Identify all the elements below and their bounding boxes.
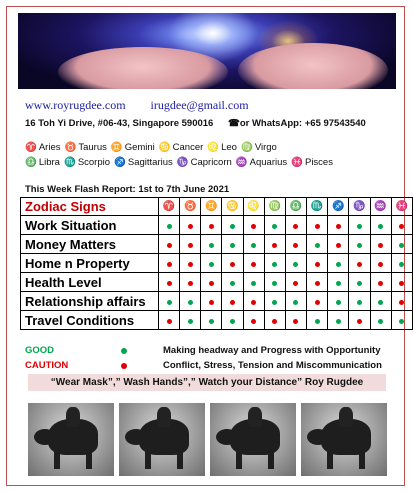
status-cell — [285, 273, 306, 292]
green-dot-icon — [357, 224, 362, 229]
red-dot-icon — [167, 319, 172, 324]
green-dot-icon — [378, 300, 383, 305]
aries-glyph-icon: ♈ — [25, 142, 37, 153]
status-cell — [201, 216, 222, 235]
green-dot-icon — [230, 281, 235, 286]
status-cell — [307, 254, 328, 273]
status-cell — [349, 235, 370, 254]
column-header-aquarius: ♒ — [370, 198, 391, 216]
red-dot-icon — [293, 224, 298, 229]
green-dot-icon — [293, 262, 298, 267]
status-cell — [222, 273, 243, 292]
green-dot-icon — [209, 319, 214, 324]
status-cell — [370, 311, 391, 330]
status-cell — [201, 292, 222, 311]
column-header-leo: ♌ — [243, 198, 264, 216]
good-label: GOOD — [25, 345, 55, 356]
sign-item-aquarius — [236, 155, 287, 170]
sign-name: Aquarius — [249, 157, 288, 168]
column-header-virgo: ♍ — [264, 198, 285, 216]
red-dot-icon — [399, 224, 404, 229]
status-cell — [285, 292, 306, 311]
red-dot-icon — [188, 224, 193, 229]
status-cell — [243, 292, 264, 311]
sign-item-sagittarius — [114, 155, 173, 170]
leo-glyph-icon: ♌ — [207, 142, 220, 153]
figurine-photos — [28, 403, 388, 476]
green-dot-icon — [336, 262, 341, 267]
red-dot-icon — [272, 319, 277, 324]
figurine-photo — [28, 403, 114, 476]
status-cell — [222, 216, 243, 235]
row-label: Relationship affairs — [21, 292, 159, 311]
status-cell — [180, 311, 201, 330]
green-dot-icon — [188, 319, 193, 324]
status-cell — [158, 273, 179, 292]
caution-label: CAUTION — [25, 360, 69, 371]
red-dot-icon — [336, 224, 341, 229]
column-header-libra: ♎ — [285, 198, 306, 216]
status-cell — [349, 273, 370, 292]
sign-item-scorpio — [64, 155, 110, 170]
status-cell — [264, 235, 285, 254]
good-description: Making headway and Progress with Opportunity — [163, 345, 381, 356]
green-dot-icon — [378, 224, 383, 229]
table-row — [21, 273, 413, 292]
green-dot-icon — [230, 319, 235, 324]
status-cell — [328, 273, 349, 292]
green-dot-icon — [357, 243, 362, 248]
status-cell — [370, 235, 391, 254]
status-cell — [201, 311, 222, 330]
phone-icon: ☎ — [227, 118, 240, 129]
sign-item-gemini — [111, 140, 155, 155]
red-dot-icon — [209, 281, 214, 286]
red-dot-icon — [315, 281, 320, 286]
row-label: Work Situation — [21, 216, 159, 235]
status-cell — [158, 311, 179, 330]
taurus-glyph-icon: ♉ — [64, 142, 77, 153]
sign-name: Capricorn — [190, 157, 232, 168]
red-dot-icon — [378, 262, 383, 267]
column-header-capricorn: ♑ — [349, 198, 370, 216]
sign-item-taurus — [65, 140, 107, 155]
green-dot-icon — [378, 319, 383, 324]
status-cell — [222, 235, 243, 254]
status-cell — [285, 235, 306, 254]
table-row — [21, 216, 413, 235]
sign-item-pisces — [291, 155, 333, 170]
green-dot-icon — [272, 262, 277, 267]
column-header-cancer: ♋ — [222, 198, 243, 216]
status-cell — [307, 273, 328, 292]
status-cell — [307, 292, 328, 311]
green-dot-icon — [188, 300, 193, 305]
status-cell — [264, 292, 285, 311]
green-dot-icon — [336, 300, 341, 305]
status-cell — [180, 273, 201, 292]
red-dot-icon — [378, 281, 383, 286]
red-dot-icon — [293, 243, 298, 248]
status-cell — [158, 254, 179, 273]
figurine-photo — [301, 403, 387, 476]
status-cell — [180, 216, 201, 235]
status-cell — [201, 254, 222, 273]
figurine-photo — [210, 403, 296, 476]
status-cell — [349, 292, 370, 311]
green-dot-icon — [399, 319, 404, 324]
red-dot-icon — [251, 262, 256, 267]
status-cell — [222, 311, 243, 330]
green-dot-icon — [272, 281, 277, 286]
status-cell — [243, 216, 264, 235]
status-cell — [391, 292, 412, 311]
status-cell — [158, 235, 179, 254]
sign-name: Scorpio — [77, 157, 111, 168]
green-dot-icon — [121, 348, 127, 354]
status-cell — [370, 216, 391, 235]
table-row — [21, 235, 413, 254]
table-header-row — [21, 198, 413, 216]
table-row — [21, 292, 413, 311]
status-cell — [201, 235, 222, 254]
contact-links — [25, 98, 271, 113]
status-cell — [370, 273, 391, 292]
red-dot-icon — [188, 281, 193, 286]
gemini-glyph-icon: ♊ — [110, 142, 123, 153]
status-cell — [349, 311, 370, 330]
sign-name: Aries — [38, 142, 61, 153]
green-dot-icon — [230, 224, 235, 229]
figurine-photo — [119, 403, 205, 476]
status-cell — [243, 273, 264, 292]
zodiac-table — [20, 197, 413, 330]
address-line — [25, 118, 366, 129]
status-cell — [180, 254, 201, 273]
status-cell — [285, 216, 306, 235]
red-dot-icon — [357, 319, 362, 324]
red-dot-icon — [167, 262, 172, 267]
status-cell — [370, 254, 391, 273]
status-cell — [180, 235, 201, 254]
row-label: Home n Property — [21, 254, 159, 273]
status-cell — [158, 292, 179, 311]
column-header-gemini: ♊ — [201, 198, 222, 216]
green-dot-icon — [272, 300, 277, 305]
sign-name: Taurus — [78, 142, 107, 153]
status-cell — [264, 273, 285, 292]
red-dot-icon — [230, 262, 235, 267]
status-cell — [285, 254, 306, 273]
green-dot-icon — [272, 224, 277, 229]
red-dot-icon — [315, 224, 320, 229]
status-cell — [264, 216, 285, 235]
status-cell — [328, 216, 349, 235]
libra-glyph-icon: ♎ — [25, 157, 37, 168]
status-cell — [349, 254, 370, 273]
status-cell — [307, 235, 328, 254]
status-cell — [391, 216, 412, 235]
sign-name: Libra — [38, 157, 60, 168]
green-dot-icon — [167, 300, 172, 305]
status-cell — [264, 254, 285, 273]
green-dot-icon — [315, 319, 320, 324]
status-cell — [391, 235, 412, 254]
table-row — [21, 311, 413, 330]
status-cell — [158, 216, 179, 235]
red-dot-icon — [357, 262, 362, 267]
red-dot-icon — [251, 224, 256, 229]
row-label: Money Matters — [21, 235, 159, 254]
red-dot-icon — [293, 319, 298, 324]
sagittarius-glyph-icon: ♐ — [114, 157, 126, 168]
green-dot-icon — [399, 243, 404, 248]
red-dot-icon — [188, 243, 193, 248]
red-dot-icon — [251, 319, 256, 324]
aquarius-glyph-icon: ♒ — [235, 157, 248, 168]
address-text: 16 Toh Yi Drive, #06-43, Singapore 590016 — [25, 118, 214, 129]
green-dot-icon — [230, 243, 235, 248]
status-cell — [243, 254, 264, 273]
status-cell — [201, 273, 222, 292]
website-link[interactable]: www.royrugdee.com — [25, 98, 126, 112]
green-dot-icon — [357, 281, 362, 286]
pisces-glyph-icon: ♓ — [291, 157, 303, 168]
sign-item-cancer — [159, 140, 203, 155]
table-row — [21, 254, 413, 273]
status-cell — [349, 216, 370, 235]
sign-name: Sagittarius — [127, 157, 173, 168]
zodiac-signs-legend — [25, 140, 395, 170]
red-dot-icon — [378, 243, 383, 248]
sign-item-libra — [25, 155, 60, 170]
status-cell — [243, 235, 264, 254]
row-label: Health Level — [21, 273, 159, 292]
cosmic-hands-banner — [18, 13, 396, 89]
status-cell — [328, 254, 349, 273]
red-dot-icon — [336, 243, 341, 248]
status-cell — [180, 292, 201, 311]
red-dot-icon — [399, 300, 404, 305]
capricorn-glyph-icon: ♑ — [176, 157, 189, 168]
sign-item-capricorn — [177, 155, 232, 170]
red-dot-icon — [315, 300, 320, 305]
status-cell — [370, 292, 391, 311]
sign-name: Pisces — [304, 157, 333, 168]
sign-name: Gemini — [124, 142, 155, 153]
status-cell — [243, 311, 264, 330]
sign-name: Cancer — [172, 142, 204, 153]
status-cell — [222, 292, 243, 311]
sign-name: Virgo — [254, 142, 277, 153]
green-dot-icon — [209, 262, 214, 267]
status-cell — [285, 311, 306, 330]
red-dot-icon — [315, 262, 320, 267]
green-dot-icon — [167, 224, 172, 229]
green-dot-icon — [209, 243, 214, 248]
green-dot-icon — [251, 243, 256, 248]
email-link[interactable]: irugdee@gmail.com — [150, 98, 249, 112]
column-header-scorpio: ♏ — [307, 198, 328, 216]
red-dot-icon — [399, 281, 404, 286]
status-cell — [391, 273, 412, 292]
red-dot-icon — [121, 363, 127, 369]
status-cell — [391, 311, 412, 330]
virgo-glyph-icon: ♍ — [240, 142, 253, 153]
green-dot-icon — [251, 281, 256, 286]
status-cell — [222, 254, 243, 273]
status-cell — [328, 235, 349, 254]
red-dot-icon — [188, 262, 193, 267]
red-dot-icon — [209, 224, 214, 229]
status-cell — [391, 254, 412, 273]
status-cell — [328, 311, 349, 330]
green-dot-icon — [315, 243, 320, 248]
column-header-aries: ♈ — [158, 198, 179, 216]
status-cell — [264, 311, 285, 330]
report-title: This Week Flash Report: 1st to 7th June 2021 — [25, 184, 230, 195]
sign-item-aries — [25, 140, 61, 155]
caution-description: Conflict, Stress, Tension and Miscommunication — [163, 360, 382, 371]
status-cell — [307, 311, 328, 330]
column-header-pisces: ♓ — [391, 198, 412, 216]
red-dot-icon — [209, 300, 214, 305]
red-dot-icon — [230, 300, 235, 305]
green-dot-icon — [293, 300, 298, 305]
scorpio-glyph-icon: ♏ — [63, 157, 76, 168]
red-dot-icon — [167, 281, 172, 286]
sign-item-virgo — [241, 140, 277, 155]
table-header-label: Zodiac Signs — [21, 198, 159, 216]
cancer-glyph-icon: ♋ — [158, 142, 171, 153]
red-dot-icon — [251, 300, 256, 305]
red-dot-icon — [167, 243, 172, 248]
contact-text: or WhatsApp: +65 97543540 — [239, 118, 366, 129]
green-dot-icon — [336, 319, 341, 324]
status-cell — [307, 216, 328, 235]
column-header-taurus: ♉ — [180, 198, 201, 216]
safety-quote: “Wear Mask”,” Wash Hands”,” Watch your Distance” Roy Rugdee — [28, 374, 386, 391]
red-dot-icon — [272, 243, 277, 248]
green-dot-icon — [357, 300, 362, 305]
sign-name: Leo — [221, 142, 237, 153]
green-dot-icon — [399, 262, 404, 267]
sign-item-leo — [207, 140, 237, 155]
green-dot-icon — [336, 281, 341, 286]
status-cell — [328, 292, 349, 311]
column-header-sagittarius: ♐ — [328, 198, 349, 216]
red-dot-icon — [293, 281, 298, 286]
row-label: Travel Conditions — [21, 311, 159, 330]
